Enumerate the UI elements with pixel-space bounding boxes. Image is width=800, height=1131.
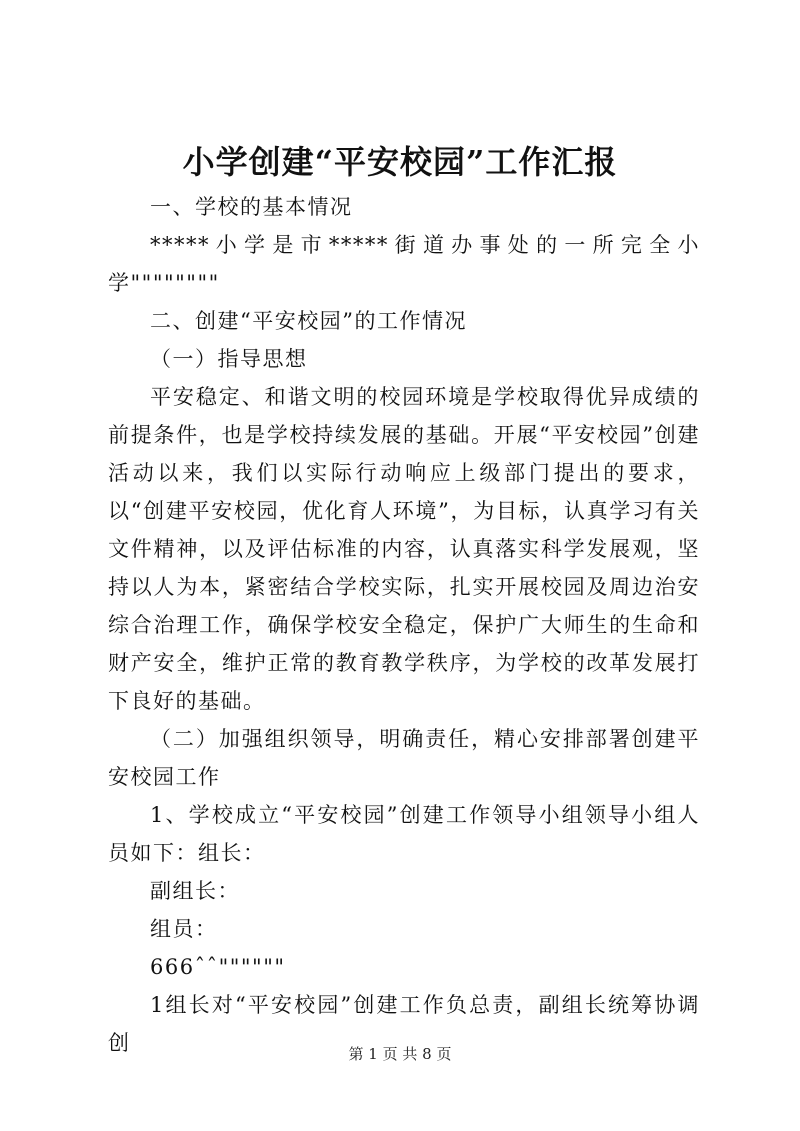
members-line: 组员： bbox=[150, 917, 218, 941]
leader-responsibility-paragraph: 1组长对“平安校园”创建工作负总责，副组长统筹协调创 bbox=[108, 993, 700, 1055]
document-title: 小学创建“平安校园”工作汇报 bbox=[182, 143, 618, 181]
placeholder-line: 666ˆˆ"""""" bbox=[150, 955, 286, 979]
leadership-group-paragraph: 1、学校成立“平安校园”创建工作领导小组领导小组人员如下：组长： bbox=[108, 803, 700, 865]
document-body bbox=[108, 188, 700, 1062]
school-intro-paragraph: *****小学是市*****街道办事处的一所完全小学"""""""" bbox=[108, 233, 700, 295]
section-heading-basic-info: 一、学校的基本情况 bbox=[150, 195, 353, 219]
page-number: 第 1 页 共 8 页 bbox=[348, 1045, 452, 1063]
section-heading-work-status: 二、创建“平安校园”的工作情况 bbox=[150, 309, 467, 333]
subheading-guiding-thought: （一）指导思想 bbox=[150, 347, 308, 371]
guiding-thought-paragraph: 平安稳定、和谐文明的校园环境是学校取得优异成绩的前提条件，也是学校持续发展的基础。开展“平安校园”创建活动以来，我们以实际行动响应上级部门提出的要求，以“创建平安校园，优化育人环境”，为目标，认真学习有关文件精神，以及评估标准的内容，认真落实科学发展观，坚持以人为本，紧密结合学校实际，扎实开展校园及周边治安综合治理工作，确保学校安全稳定，保护广大师生的生命和财产安全，维护正常的教育教学秩序，为学校的改革发展打下良好的基础。 bbox=[108, 385, 700, 713]
subheading-organization: （二）加强组织领导，明确责任，精心安排部署创建平安校园工作 bbox=[108, 727, 700, 789]
deputy-leader-line: 副组长： bbox=[150, 879, 240, 903]
